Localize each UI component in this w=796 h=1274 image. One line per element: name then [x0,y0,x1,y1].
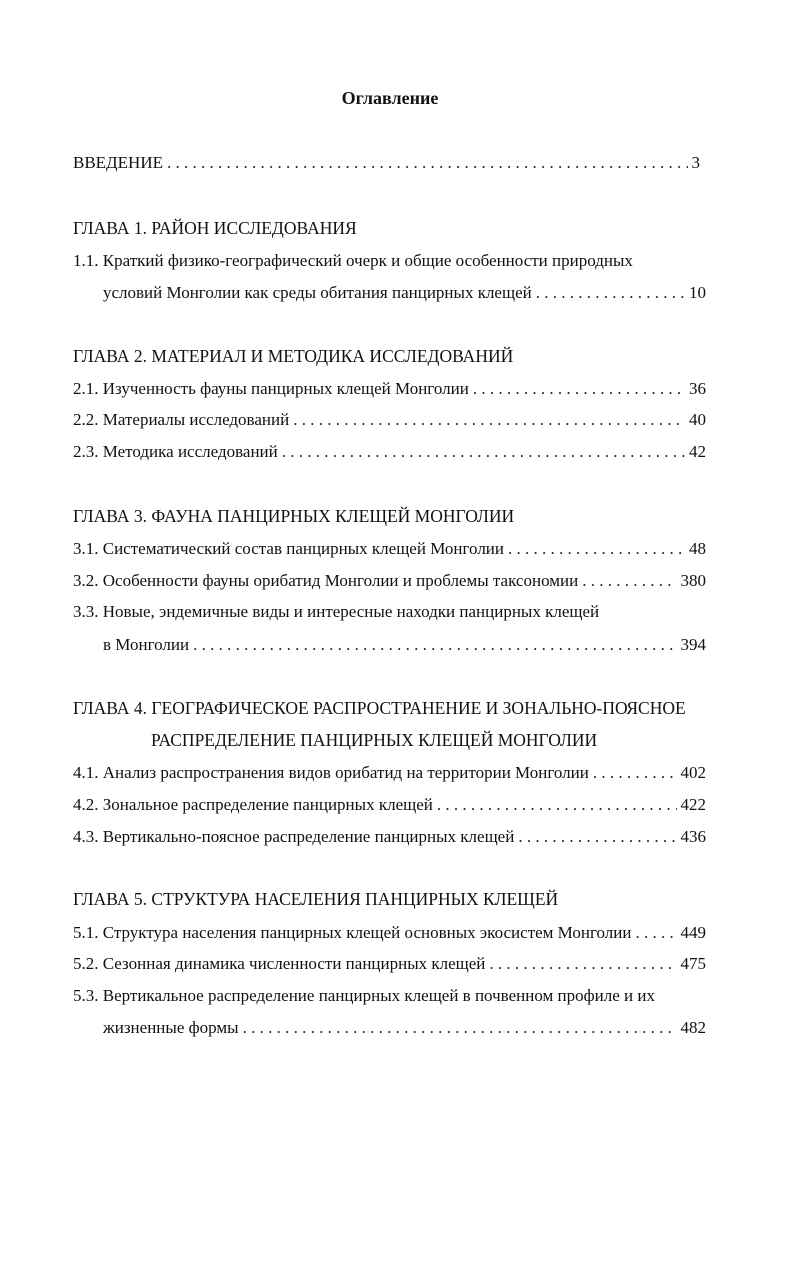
toc-entry-page: 3 [691,153,700,172]
dot-leader [508,538,685,560]
toc-entry-page: 380 [680,571,706,590]
dot-leader [489,953,676,975]
toc-entry-page: 48 [689,539,706,558]
toc-entry-2-3 [73,441,706,463]
dot-leader [593,762,677,784]
toc-entry-2-1 [73,378,706,400]
toc-entry-4-1 [73,762,706,784]
chapter-1-heading: ГЛАВА 1. РАЙОН ИССЛЕДОВАНИЯ [73,218,357,238]
dot-leader [293,409,685,431]
toc-entry-page: 402 [680,763,706,782]
toc-entry-1-1 [103,282,706,304]
toc-entry-page: 40 [689,410,706,429]
chapter-4-heading: ГЛАВА 4. ГЕОГРАФИЧЕСКОЕ РАСПРОСТРАНЕНИЕ И ЗОНАЛЬНО-ПОЯСНОЕ [73,698,686,718]
toc-entry-3-3 [103,634,706,656]
toc-entry-4-2 [73,794,706,816]
toc-entry-label: 5.2. Сезонная динамика численности панцирных клещей [73,954,486,973]
toc-entry-page: 475 [680,954,706,973]
toc-entry-label: 2.3. Методика исследований [73,442,278,461]
toc-entry-3-3-line1: 3.3. Новые, эндемичные виды и интересные находки панцирных клещей [73,602,600,621]
dot-leader [167,152,688,174]
dot-leader [582,570,676,592]
dot-leader [282,441,685,463]
dot-leader [536,282,685,304]
toc-entry-label: 4.1. Анализ распространения видов орибатид на территории Монголии [73,763,589,782]
toc-entry-5-1 [73,922,706,944]
toc-entry-page: 10 [689,283,706,302]
dot-leader [635,922,676,944]
chapter-5-heading: ГЛАВА 5. СТРУКТУРА НАСЕЛЕНИЯ ПАНЦИРНЫХ КЛЕЩЕЙ [73,889,559,909]
toc-entry-label: условий Монголии как среды обитания панцирных клещей [103,283,532,302]
chapter-3-heading: ГЛАВА 3. ФАУНА ПАНЦИРНЫХ КЛЕЩЕЙ МОНГОЛИИ [73,506,515,526]
toc-entry-label: в Монголии [103,635,190,654]
toc-entry-page: 436 [680,827,706,846]
toc-entry-3-1 [73,538,706,560]
dot-leader [437,794,677,816]
toc-entry-label: жизненные формы [103,1018,239,1037]
toc-entry-page: 36 [689,379,706,398]
toc-entry-3-2 [73,570,706,592]
toc-entry-2-2 [73,409,706,431]
toc-entry-5-3-line1: 5.3. Вертикальное распределение панцирных клещей в почвенном профиле и их [73,986,655,1005]
toc-entry-label: 2.2. Материалы исследований [73,410,290,429]
toc-entry-page: 422 [680,795,706,814]
toc-entry-page: 394 [680,635,706,654]
dot-leader [473,378,685,400]
toc-entry-label: 4.2. Зональное распределение панцирных клещей [73,795,433,814]
page-title: Оглавление [341,88,439,108]
dot-leader [518,826,676,848]
toc-entry-label: 4.3. Вертикально-поясное распределение панцирных клещей [73,827,515,846]
toc-entry-1-1-line1: 1.1. Краткий физико-географический очерк и общие особенности природных [73,251,633,270]
toc-entry-label: 5.1. Структура населения панцирных клещей основных экосистем Монголии [73,923,632,942]
toc-entry-label: 2.1. Изученность фауны панцирных клещей Монголии [73,379,469,398]
dot-leader [243,1017,677,1039]
toc-entry-page: 482 [680,1018,706,1037]
toc-entry-4-3 [73,826,706,848]
toc-entry-page: 42 [689,442,706,461]
toc-entry-label: ВВЕДЕНИЕ [73,153,163,172]
toc-entry-label: 3.2. Особенности фауны орибатид Монголии и проблемы таксономии [73,571,579,590]
chapter-4-heading-line2: РАСПРЕДЕЛЕНИЕ ПАНЦИРНЫХ КЛЕЩЕЙ МОНГОЛИИ [151,730,598,750]
toc-entry-label: 3.1. Систематический состав панцирных клещей Монголии [73,539,504,558]
toc-entry-5-3 [103,1017,706,1039]
dot-leader [193,634,676,656]
toc-entry-5-2 [73,953,706,975]
toc-entry-page: 449 [680,923,706,942]
toc-entry-introduction [73,152,700,174]
chapter-2-heading: ГЛАВА 2. МАТЕРИАЛ И МЕТОДИКА ИССЛЕДОВАНИЙ [73,346,514,366]
